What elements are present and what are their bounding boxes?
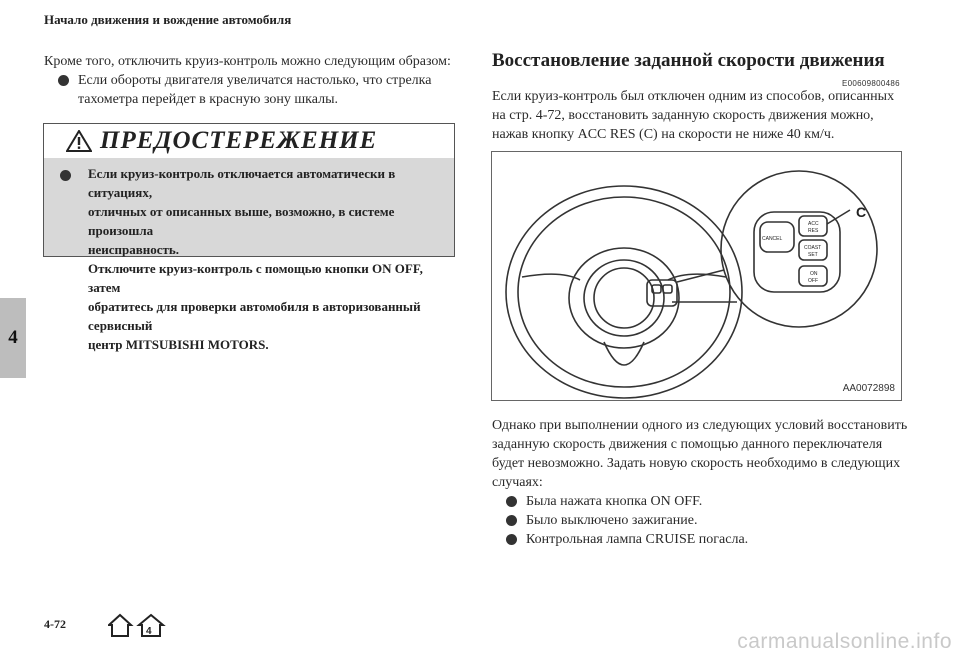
btn-on-label: ON: [810, 271, 818, 277]
conditions-line: Однако при выполнении одного из следующих условий восстановить: [492, 418, 908, 433]
bullet-dot-icon: [506, 534, 517, 545]
warning-title: ПРЕДОСТЕРЕЖЕНИЕ: [100, 127, 378, 154]
conditions-line: случаях:: [492, 475, 543, 490]
condition-bullet: [492, 530, 912, 549]
steering-wheel-figure: [491, 151, 902, 401]
nav-home-icons[interactable]: [108, 612, 166, 638]
condition-text: Было выключено зажигание.: [526, 513, 698, 528]
steering-wheel-illustration: [492, 152, 901, 400]
watermark: carmanualsonline.info: [737, 630, 952, 653]
home-chapter-icon[interactable]: [139, 615, 163, 637]
warning-line: обратитесь для проверки автомобиля в авторизованный сервисный: [88, 299, 421, 333]
bullet-dot-icon: [58, 75, 69, 86]
chapter-number: 4: [8, 327, 18, 348]
section-code: E00609800486: [842, 79, 900, 88]
warning-text: [88, 164, 454, 354]
warning-box: [43, 123, 455, 352]
home-chapter-number: 4: [146, 626, 152, 637]
btn-set-label: SET: [808, 252, 818, 258]
warning-line: центр MITSUBISHI MOTORS.: [88, 337, 269, 352]
left-intro-block: [44, 52, 464, 109]
condition-text: Контрольная лампа CRUISE погасла.: [526, 532, 749, 547]
btn-res-label: RES: [808, 228, 819, 234]
condition-bullet: [492, 511, 912, 530]
figure-code: AA0072898: [842, 383, 895, 394]
warning-line: неисправность.: [88, 242, 180, 257]
btn-cancel-label: CANCEL: [762, 236, 783, 242]
warning-line: Отключите круиз-контроль с помощью кнопки ON OFF, затем: [88, 261, 423, 295]
home-icon[interactable]: [109, 615, 131, 636]
btn-off-label: OFF: [808, 278, 818, 284]
condition-bullet: [492, 492, 912, 511]
bullet-dot-icon: [506, 515, 517, 526]
para-line: нажав кнопку ACC RES (C) на скорости не ниже 40 км/ч.: [492, 127, 835, 142]
btn-coast-label: COAST: [804, 245, 822, 251]
intro-text: Кроме того, отключить круиз-контроль можно следующим образом:: [44, 54, 451, 69]
warning-line: отличных от описанных выше, возможно, в системе произошла: [88, 204, 395, 238]
warning-body: [44, 158, 454, 352]
conditions-line: будет невозможно. Задать новую скорость необходимо в следующих: [492, 456, 901, 471]
warning-triangle-icon: [66, 130, 92, 152]
section-paragraph: [492, 87, 912, 144]
conditions-block: [492, 416, 912, 549]
bullet-dot-icon: [60, 170, 71, 181]
label-c: C: [856, 204, 867, 220]
page-number: 4-72: [44, 617, 66, 631]
btn-acc-label: ACC: [808, 221, 819, 227]
warning-line: Если круиз-контроль отключается автоматически в ситуациях,: [88, 166, 396, 200]
section-title: Восстановление заданной скорости движения: [492, 50, 885, 71]
para-line: Если круиз-контроль был отключен одним из способов, описанных: [492, 89, 895, 104]
intro-bullet-line2: тахометра перейдет в красную зону шкалы.: [78, 92, 338, 107]
intro-bullet-line1: Если обороты двигателя увеличатся настолько, что стрелка: [78, 73, 432, 88]
bullet-dot-icon: [506, 496, 517, 507]
conditions-line: заданную скорость движения с помощью данного переключателя: [492, 437, 883, 452]
condition-text: Была нажата кнопка ON OFF.: [526, 494, 703, 509]
intro-bullet: [44, 71, 464, 90]
page-header: Начало движения и вождение автомобиля: [44, 12, 292, 27]
chapter-tab: [0, 298, 26, 378]
para-line: на стр. 4-72, восстановить заданную скорость движения можно,: [492, 108, 874, 123]
warning-title-bar: [44, 124, 454, 159]
